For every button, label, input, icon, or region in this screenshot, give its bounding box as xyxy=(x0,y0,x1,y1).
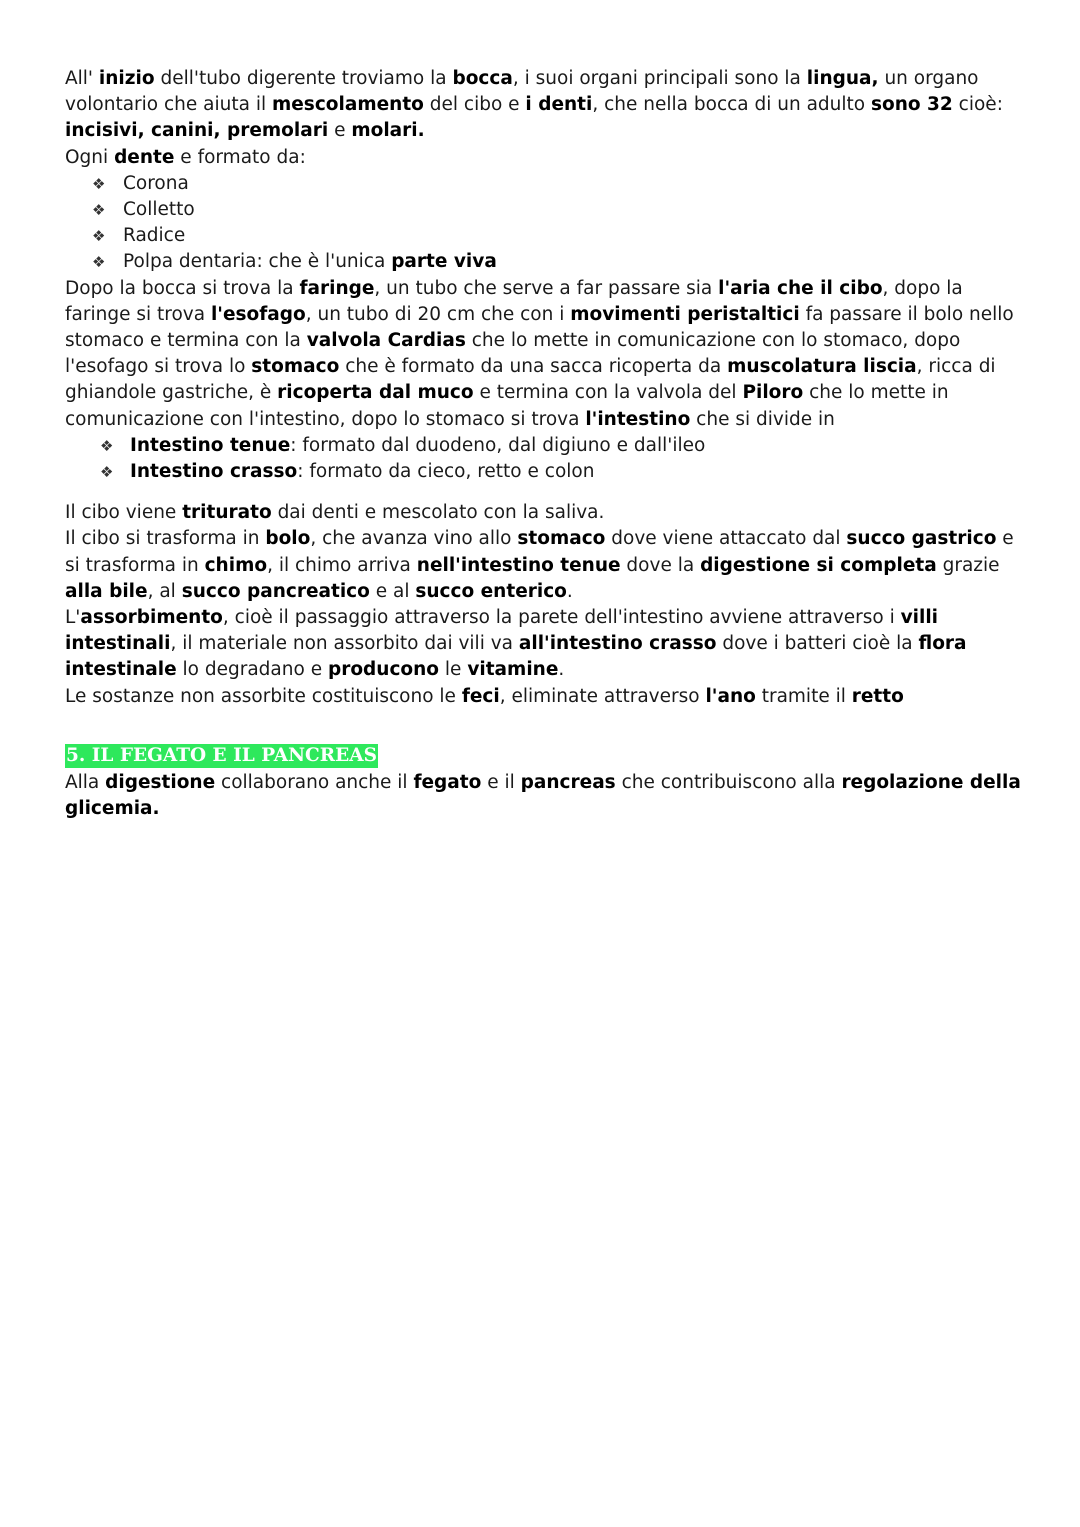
section-heading: 5. IL FEGATO E IL PANCREAS xyxy=(66,744,377,766)
bold-term: sono 32 xyxy=(871,94,953,116)
text-run: All' xyxy=(65,68,99,89)
paragraph-digestion xyxy=(65,526,1025,605)
text-run: , ricca di ghiandole gastriche, è xyxy=(65,356,996,404)
text-run: dove la xyxy=(620,554,701,576)
bold-term: l'ano xyxy=(705,685,756,707)
list-item xyxy=(65,197,1025,223)
text-run: Il cibo viene xyxy=(65,502,183,524)
bold-term: bolo xyxy=(265,528,311,550)
text-run: un organo volontario che aiuta il xyxy=(65,68,979,116)
text-run: , i suoi organi principali sono la xyxy=(512,68,807,89)
bold-term: muscolatura liscia xyxy=(727,356,917,378)
text-run: che si divide in xyxy=(690,408,835,430)
bold-term: ricoperta dal muco xyxy=(277,382,474,404)
text-run: e formato da: xyxy=(174,146,306,168)
text-run: che lo mette in comunicazione con l'intestino, dopo lo stomaco si trova xyxy=(65,382,949,430)
bold-term: Intestino tenue xyxy=(130,434,291,456)
bold-term: villi intestinali xyxy=(65,607,939,655)
paragraph-absorption xyxy=(65,605,1025,684)
bold-term: all'intestino crasso xyxy=(518,633,717,655)
list-item xyxy=(65,249,1025,275)
paragraph-digestive-tract xyxy=(65,276,1025,433)
bold-term: succo gastrico xyxy=(846,528,997,550)
document-body xyxy=(65,66,1025,822)
bold-term: faringe xyxy=(299,277,375,299)
text-run: , al xyxy=(147,580,182,602)
bold-term: l'esofago xyxy=(210,303,306,325)
text-run: del cibo e xyxy=(423,94,526,116)
bold-term: movimenti peristaltici xyxy=(570,303,800,325)
text-run: Ogni xyxy=(65,146,115,168)
paragraph-mouth xyxy=(65,66,1025,145)
text-run: grazie xyxy=(936,554,1000,576)
text-run: dove viene attaccato dal xyxy=(605,528,847,550)
text-run: L' xyxy=(65,607,81,629)
text-run: collaborano anche il xyxy=(215,771,414,793)
bold-term: stomaco xyxy=(517,528,606,550)
text-run: , il materiale non assorbito dai vili va xyxy=(170,633,519,655)
bold-term: flora intestinale xyxy=(65,633,967,681)
bold-term: feci xyxy=(461,685,500,707)
bold-term: l'intestino xyxy=(585,408,691,430)
bold-term: nell'intestino tenue xyxy=(416,554,621,576)
diamond-bullet-icon: ❖ xyxy=(92,201,106,220)
text-run: : formato dal duodeno, dal digiuno e dall'ileo xyxy=(290,434,706,456)
bold-term: incisivi, canini, premolari xyxy=(65,120,329,142)
bold-term: chimo xyxy=(204,554,268,576)
bold-term: vitamine xyxy=(467,659,559,681)
text-run: , che nella bocca di un adulto xyxy=(592,94,871,116)
text-run: che è formato da una sacca ricoperta da xyxy=(339,356,728,378)
bold-term: inizio xyxy=(98,68,155,89)
bold-term: valvola Cardias xyxy=(306,330,466,352)
diamond-bullet-icon: ❖ xyxy=(100,463,114,482)
bold-term: succo pancreatico xyxy=(181,580,370,602)
text-run: Alla xyxy=(65,771,106,793)
text-run: e al xyxy=(369,580,416,602)
diamond-bullet-icon: ❖ xyxy=(100,436,114,455)
text-run: che lo mette in comunicazione con lo stomaco, dopo l'esofago si trova lo xyxy=(65,330,961,378)
bold-term: pancreas xyxy=(520,771,616,793)
bold-term: producono xyxy=(327,659,440,681)
bold-term: dente xyxy=(114,146,175,168)
list-item xyxy=(65,171,1025,197)
text-run: , cioè il passaggio attraverso la parete dell'intestino avviene attraverso i xyxy=(222,607,901,629)
text-run: tramite il xyxy=(755,685,852,707)
text-run: e termina con la valvola del xyxy=(473,382,743,404)
text-run: le xyxy=(439,659,468,681)
diamond-bullet-icon: ❖ xyxy=(92,227,106,246)
text-run: Corona xyxy=(123,172,189,194)
text-run: , eliminate attraverso xyxy=(499,685,706,707)
bold-term: retto xyxy=(851,685,904,707)
text-run: dove i batteri cioè la xyxy=(716,633,919,655)
bold-term: bocca xyxy=(452,68,513,89)
bold-term: fegato xyxy=(413,771,482,793)
text-run: che contribuiscono alla xyxy=(615,771,842,793)
text-run: e si trasforma in xyxy=(65,528,1014,576)
paragraph-chewing xyxy=(65,500,1025,526)
text-run: , il chimo arriva xyxy=(267,554,417,576)
paragraph-liver-pancreas xyxy=(65,770,1025,822)
text-run: cioè: xyxy=(952,94,1003,116)
bold-term: digestione xyxy=(105,771,216,793)
bold-term: alla bile xyxy=(65,580,148,602)
text-run: Le sostanze non assorbite costituiscono le xyxy=(65,685,462,707)
bold-term: parte viva xyxy=(391,251,497,273)
text-run: Dopo la bocca si trova la xyxy=(65,277,300,299)
bold-term: mescolamento xyxy=(271,94,424,116)
text-run: dai denti e mescolato con la saliva. xyxy=(271,502,605,524)
text-run: Colletto xyxy=(123,199,195,221)
text-run: , dopo la faringe si trova xyxy=(65,277,963,325)
text-run: . xyxy=(558,659,565,681)
bold-term: Piloro xyxy=(742,382,804,404)
intestine-parts-list xyxy=(65,433,1025,485)
bold-term: molari. xyxy=(351,120,425,142)
text-run: lo degradano e xyxy=(176,659,328,681)
text-run: : formato da cieco, retto e colon xyxy=(297,461,595,483)
text-run: . xyxy=(566,580,573,602)
bold-term: regolazione della glicemia. xyxy=(65,771,1021,820)
text-run: e il xyxy=(481,771,521,793)
text-run: fa passare il bolo nello stomaco e termina con la xyxy=(65,303,1014,352)
paragraph-feces xyxy=(65,684,1025,710)
bold-term: i denti xyxy=(525,94,593,116)
tooth-parts-list xyxy=(65,171,1025,276)
bold-term: assorbimento xyxy=(80,607,223,629)
diamond-bullet-icon: ❖ xyxy=(92,174,106,193)
text-run: e xyxy=(328,120,352,142)
text-run: Il cibo si trasforma in xyxy=(65,528,266,550)
bold-term: stomaco xyxy=(251,356,340,378)
text-run: Radice xyxy=(123,225,186,247)
text-run: , un tubo di 20 cm che con i xyxy=(305,303,571,325)
bold-term: l'aria che il cibo xyxy=(718,277,883,299)
bold-term: Intestino crasso xyxy=(130,461,298,483)
list-item xyxy=(65,223,1025,249)
list-item xyxy=(65,433,1025,459)
diamond-bullet-icon: ❖ xyxy=(92,253,106,272)
text-run: Polpa dentaria: che è l'unica xyxy=(123,251,392,273)
bold-term: lingua, xyxy=(806,68,879,89)
text-run: dell'tubo digerente troviamo la xyxy=(154,68,453,89)
bold-term: digestione si completa xyxy=(700,554,937,576)
bold-term: triturato xyxy=(182,502,272,524)
paragraph-tooth-intro xyxy=(65,145,1025,171)
text-run: , che avanza vino allo xyxy=(310,528,518,550)
text-run: , un tubo che serve a far passare sia xyxy=(374,277,719,299)
bold-term: succo enterico xyxy=(415,580,567,602)
list-item xyxy=(65,459,1025,485)
